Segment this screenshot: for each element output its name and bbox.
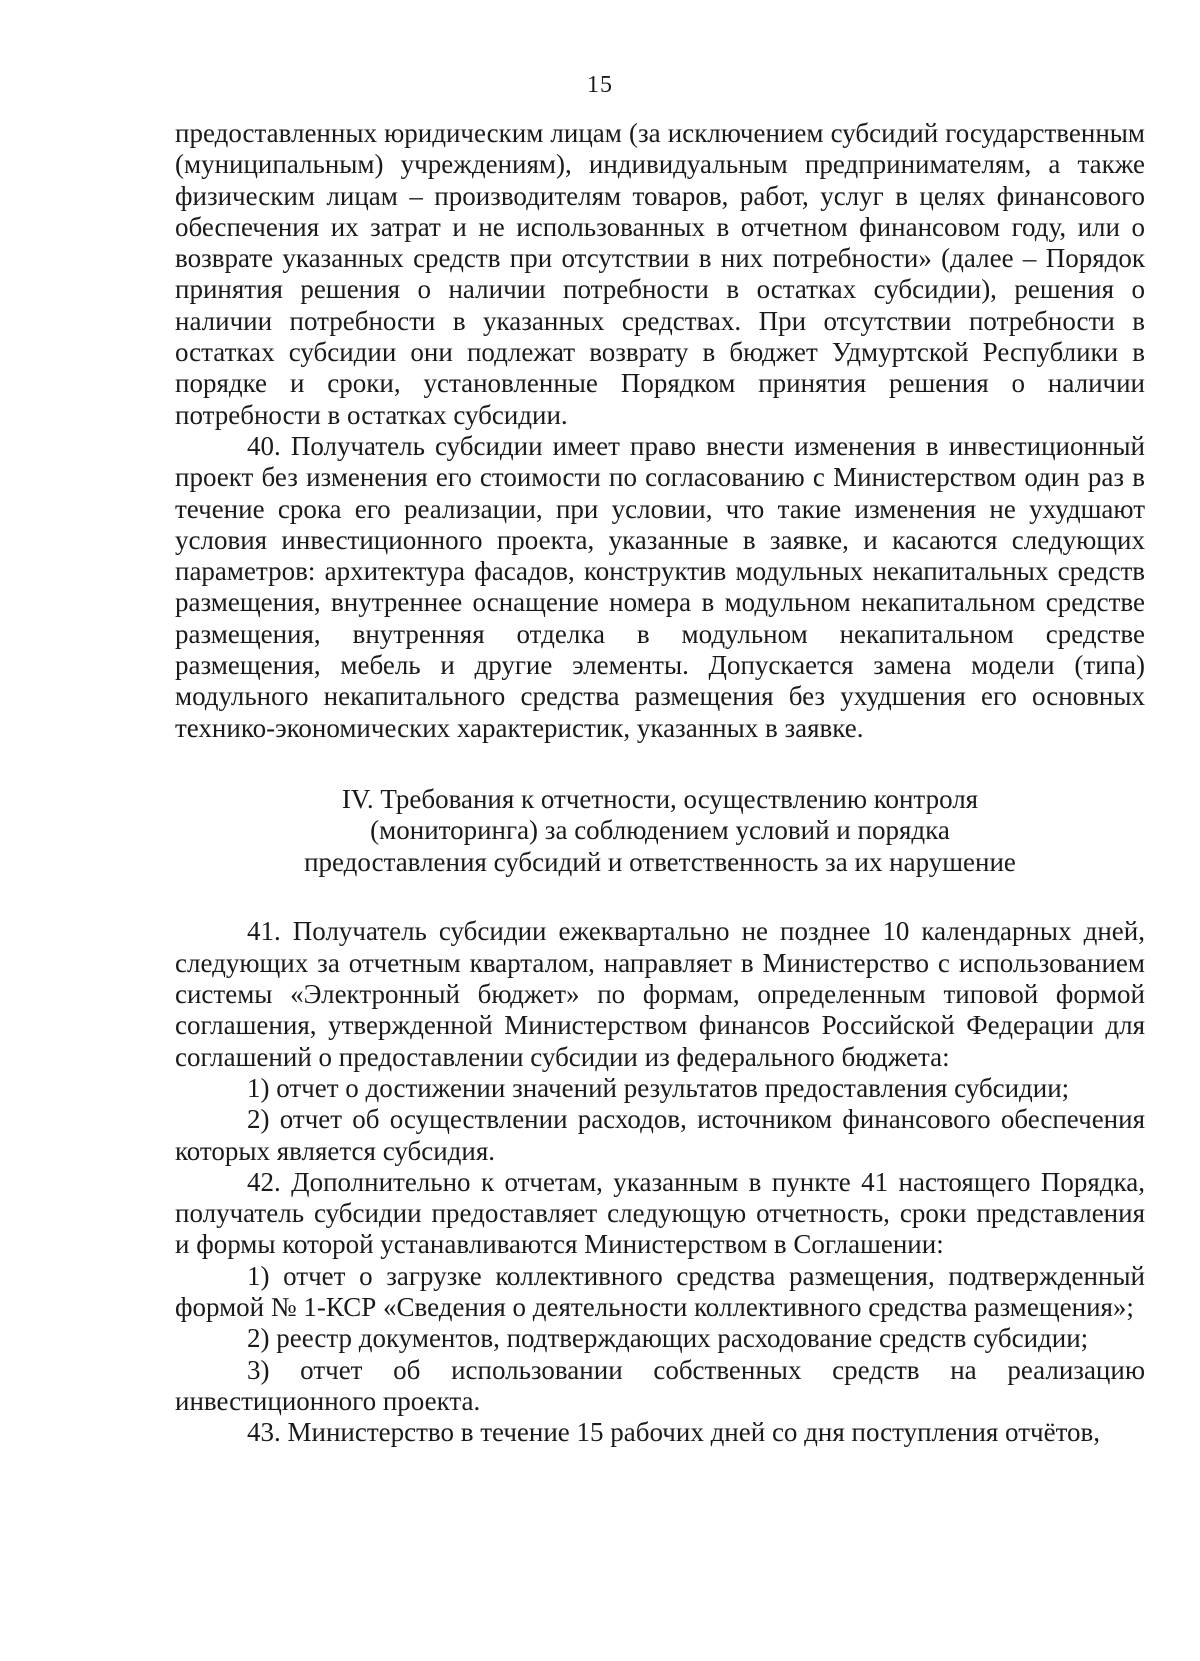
paragraph-42: 42. Дополнительно к отчетам, указанным в пункте 41 настоящего Порядка, получатель субсидии предоставляет следующую отчетность, сроки представления и формы которой устанавливаются Министерством в Соглашении:: [175, 1166, 1145, 1260]
page-number: 15: [587, 72, 613, 98]
paragraph-40: 40. Получатель субсидии имеет право внести изменения в инвестиционный проект без изменения его стоимости по согласованию с Министерством один раз в течение срока его реализации, при условии, что такие изменения не ухудшают условия инвестиционного проекта, указанные в заявке, и касаются следующих параметров: архитектура фасадов, конструктив модульных некапитальных средств размещения, внутреннее оснащение номера в модульном некапитальном средстве размещения, внутренняя отделка в модульном некапитальном средстве размещения, мебель и другие элементы. Допускается замена модели (типа) модульного некапитального средства размещения без ухудшения его основных технико-экономических характеристик, указанных в заявке.: [175, 430, 1145, 743]
paragraph-39-continuation: предоставленных юридическим лицам (за исключением субсидий государственным (муниципальным) учреждениям), индивидуальным предпринимателям, а также физическим лицам – производителям товаров, работ, услуг в целях финансового обеспечения их затрат и не использованных в отчетном финансовом году, или о возврате указанных средств при отсутствии в них потребности» (далее – Порядок принятия решения о наличии потребности в остатках субсидии), решения о наличии потребности в указанных средствах. При отсутствии потребности в остатках субсидии они подлежат возврату в бюджет Удмуртской Республики в порядке и сроки, установленные Порядком принятия решения о наличии потребности в остатках субсидии.: [175, 118, 1145, 430]
paragraph-41: 41. Получатель субсидии ежеквартально не позднее 10 календарных дней, следующих за отчетным кварталом, направляет в Министерство с использованием системы «Электронный бюджет» по формам, определенным типовой формой соглашения, утвержденной Министерством финансов Российской Федерации для соглашений о предоставлении субсидии из федерального бюджета:: [175, 916, 1145, 1072]
paragraph-43: 43. Министерство в течение 15 рабочих дней со дня поступления отчётов,: [247, 1417, 1101, 1448]
section-heading-line: (мониторинга) за соблюдением условий и порядка: [370, 815, 950, 846]
document-body: [175, 118, 1145, 1448]
section-heading-iv: [175, 784, 1145, 879]
section-heading-line: предоставления субсидий и ответственность за их нарушение: [304, 846, 1016, 877]
paragraph-42-item-1: 1) отчет о загрузке коллективного средства размещения, подтвержденный формой № 1-КСР «Сведения о деятельности коллективного средства размещения»;: [175, 1260, 1145, 1322]
paragraph-42-item-3: 3) отчет об использовании собственных средств на реализацию инвестиционного проекта.: [175, 1354, 1145, 1416]
paragraph-41-item-1: 1) отчет о достижении значений результатов предоставления субсидии;: [247, 1072, 1070, 1103]
paragraph-42-item-2: 2) реестр документов, подтверждающих расходование средств субсидии;: [247, 1323, 1089, 1354]
paragraph-41-item-2: 2) отчет об осуществлении расходов, источником финансового обеспечения которых является субсидия.: [175, 1104, 1145, 1166]
section-heading-line: IV. Требования к отчетности, осуществлению контроля: [341, 783, 979, 814]
